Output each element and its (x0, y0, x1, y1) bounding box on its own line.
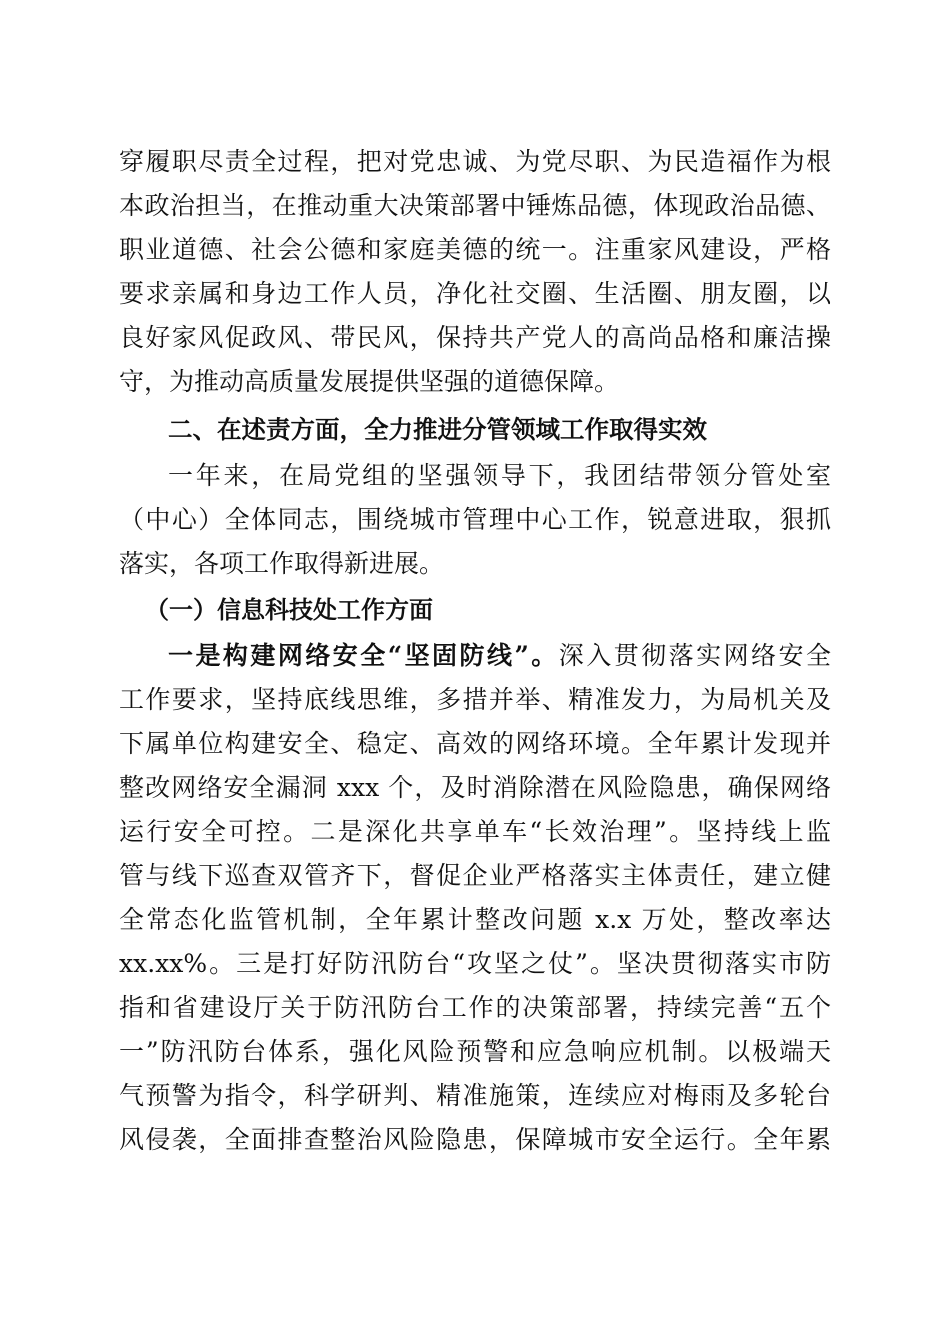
paragraph-line: 管与线下巡查双管齐下，督促企业严格落实主体责任，建立健 (119, 861, 831, 890)
subsection-heading: （一）信息科技处工作方面 (145, 595, 433, 624)
paragraph-line: 工作要求，坚持底线思维，多措并举、精准发力，为局机关及 (119, 685, 831, 714)
paragraph-line: 整改网络安全漏洞 xxx 个，及时消除潜在风险隐患，确保网络 (119, 773, 831, 802)
paragraph-line: （中心）全体同志，围绕城市管理中心工作，锐意进取，狠抓 (119, 505, 831, 534)
paragraph-line: 守，为推动高质量发展提供坚强的道德保障。 (119, 367, 620, 396)
paragraph-text: 深入贯彻落实网络安全 (558, 641, 831, 670)
paragraph-line: 下属单位构建安全、稳定、高效的网络环境。全年累计发现并 (119, 729, 831, 758)
paragraph-line: 本政治担当，在推动重大决策部署中锤炼品德，体现政治品德、 (119, 191, 831, 220)
paragraph-line: 穿履职尽责全过程，把对党忠诚、为党尽职、为民造福作为根 (119, 147, 831, 176)
paragraph-line: 运行安全可控。二是深化共享单车“长效治理”。坚持线上监 (119, 817, 831, 846)
paragraph-line: xx.xx%。三是打好防汛防台“攻坚之仗”。坚决贯彻落实市防 (119, 949, 831, 978)
paragraph-line: 良好家风促政风、带民风，保持共产党人的高尚品格和廉洁操 (119, 323, 831, 352)
section-heading: 二、在述责方面，全力推进分管领域工作取得实效 (168, 415, 707, 444)
paragraph-line: 气预警为指令，科学研判、精准施策，连续应对梅雨及多轮台 (119, 1081, 831, 1110)
paragraph-line: 职业道德、社会公德和家庭美德的统一。注重家风建设，严格 (119, 235, 831, 264)
paragraph-line: 要求亲属和身边工作人员，净化社交圈、生活圈、朋友圈，以 (119, 279, 831, 308)
paragraph-line: 一”防汛防台体系，强化风险预警和应急响应机制。以极端天 (119, 1037, 831, 1066)
lead-phrase: 一是构建网络安全“坚固防线”。 (168, 641, 559, 670)
paragraph-first-line (168, 634, 831, 678)
paragraph-line: 指和省建设厅关于防汛防台工作的决策部署，持续完善“五个 (119, 993, 831, 1022)
paragraph-line: 全常态化监管机制，全年累计整改问题 x.x 万处，整改率达 (119, 905, 831, 934)
paragraph-line: 落实，各项工作取得新进展。 (119, 549, 445, 578)
paragraph-line: 风侵袭，全面排查整治风险隐患，保障城市安全运行。全年累 (119, 1125, 831, 1154)
paragraph-line: 一年来，在局党组的坚强领导下，我团结带领分管处室 (168, 461, 831, 490)
